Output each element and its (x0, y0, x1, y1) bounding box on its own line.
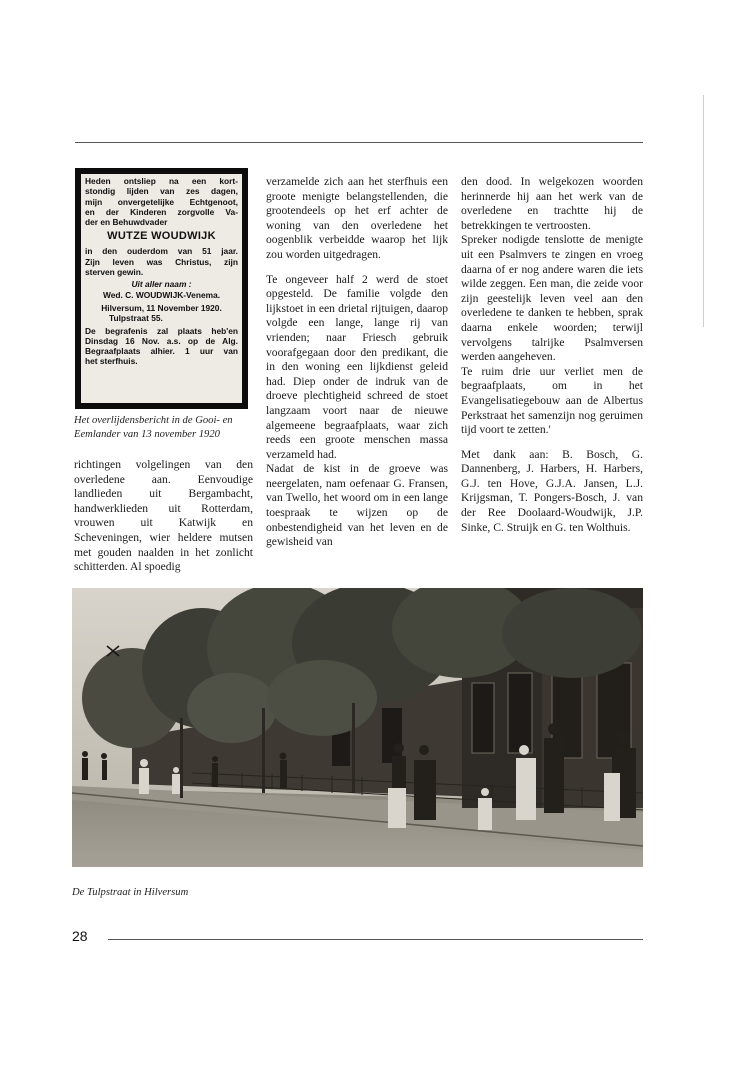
paragraph: Spreker nodigde tenslotte de menigte uit een Psalmvers te zingen en vroeg daarna of er nog andere waren die iets wilde zeggen. Een man, die zeide voor zijn geestelijk leven veel aan den overledene te danken te hebben, sprak daarna enkele woorden; terwijl vervolgens talrijke Psalmversen werden aangeheven. (461, 233, 643, 364)
clipping-deceased-name: WUTZE WOUDWIJK (107, 230, 216, 243)
clipping-line: het sterfhuis. (85, 356, 138, 367)
clipping-line: in den ouderdom van 51 jaar. (85, 246, 238, 257)
clipping-line: Dinsdag 16 Nov. a.s. op de Alg. (85, 335, 238, 346)
page-number: 28 (72, 928, 88, 944)
paragraph: Nadat de kist in de groeve was neergelaten, nam oefenaar G. Fransen, van Twello, het woord om in een lange toespraak te wijzen op de onbestendigheid van het leven en de gewisheid van (266, 462, 448, 549)
clipping-signatory: Wed. C. WOUDWIJK-Venema. (102, 289, 221, 300)
clipping-caption-line: Het overlijdensbericht in de Gooi- en (74, 415, 233, 426)
clipping-line: Heden ontsliep na een kort- (85, 176, 238, 186)
paragraph: Te ongeveer half 2 werd de stoet opgesteld. De familie volgde den lijkstoet in een drietal rijtuigen, daarop volgde een lange, lange rij van vrienden; naar Friesch gebruik voorafgegaan door den predikant, die in den woning een lijkdienst geleid had. Diep onder de indruk van de droeve plechtigheid schreed de stoet langzaam voort naar de nieuwe algemeene begraafplaats, waar zich reeds een groote menschen massa verzameld had. (266, 272, 448, 461)
clipping-on-behalf: Uit aller naam : (131, 279, 192, 290)
paragraph: den dood. In welgekozen woorden herinnerde hij aan het werk van de overledene en trachtte hij de betrekkingen te vertroosten. (461, 175, 643, 232)
clipping-line: der en Behuwdvader (85, 217, 168, 228)
obituary-clipping (75, 168, 248, 409)
clipping-line: sterven gewin. (85, 267, 144, 278)
clipping-caption (74, 414, 254, 441)
clipping-line: De begrafenis zal plaats heb'en (85, 325, 238, 336)
acknowledgement: Met dank aan: B. Bosch, G. Dannenberg, J. Harbers, H. Harbers, G.J. ten Hove, G.J.A. Jansen, L.J. Krijgsman, T. Pongers-Bosch, J. van der Ree Doolaard-Woudwijk, J.P. Sinke, C. Struijk en G. ten Wolthuis. (461, 447, 643, 534)
clipping-caption-line: Eemlander van 13 november 1920 (74, 428, 220, 440)
street-photo (72, 588, 643, 867)
street-photo-drawing (72, 588, 643, 867)
text-column-3 (461, 175, 643, 535)
text-column-2 (266, 175, 448, 550)
photo-caption: De Tulpstraat in Hilversum (72, 887, 189, 898)
footer-rule (108, 939, 643, 940)
obituary-clipping-text (81, 174, 242, 403)
paragraph: richtingen volgelingen van den overledene aan. Eenvoudige landlieden uit Bergambacht, handwerklieden uit Rotterdam, vrouwen uit Katwijk en Scheveningen, wier heldere mutsen met gouden naalden in het zonlicht schitterden. Al spoedig (74, 458, 253, 574)
clipping-line: Zijn leven was Christus, zijn (85, 256, 238, 267)
clipping-line: mijn onvergetelijke Echtgenoot, (85, 196, 238, 207)
clipping-line: stondig lijden van zes dagen, (85, 186, 238, 197)
header-rule (75, 142, 643, 143)
paragraph: Te ruim drie uur verliet men de begraafplaats, om in het Evangelisatiegebouw aan de Albertus Perkstraat het samenzijn nog geruimen tijd voort te zetten.' (461, 364, 643, 437)
text-column-1 (74, 458, 253, 575)
clipping-line: Begraafplaats alhier. 1 uur van (85, 346, 238, 357)
clipping-place-date: Hilversum, 11 November 1920. (101, 302, 222, 313)
clipping-street: Tulpstraat 55. (109, 313, 163, 324)
clipping-line: en der Kinderen zorgvolle Va- (85, 206, 238, 217)
paragraph: verzamelde zich aan het sterfhuis een groote menigte belangstellenden, die grootendeels op het erf achter de woning van den overledene het oogenblik verbeidde waarop het lijk zou worden uitgedragen. (266, 175, 448, 261)
page-edge-line (703, 95, 704, 327)
